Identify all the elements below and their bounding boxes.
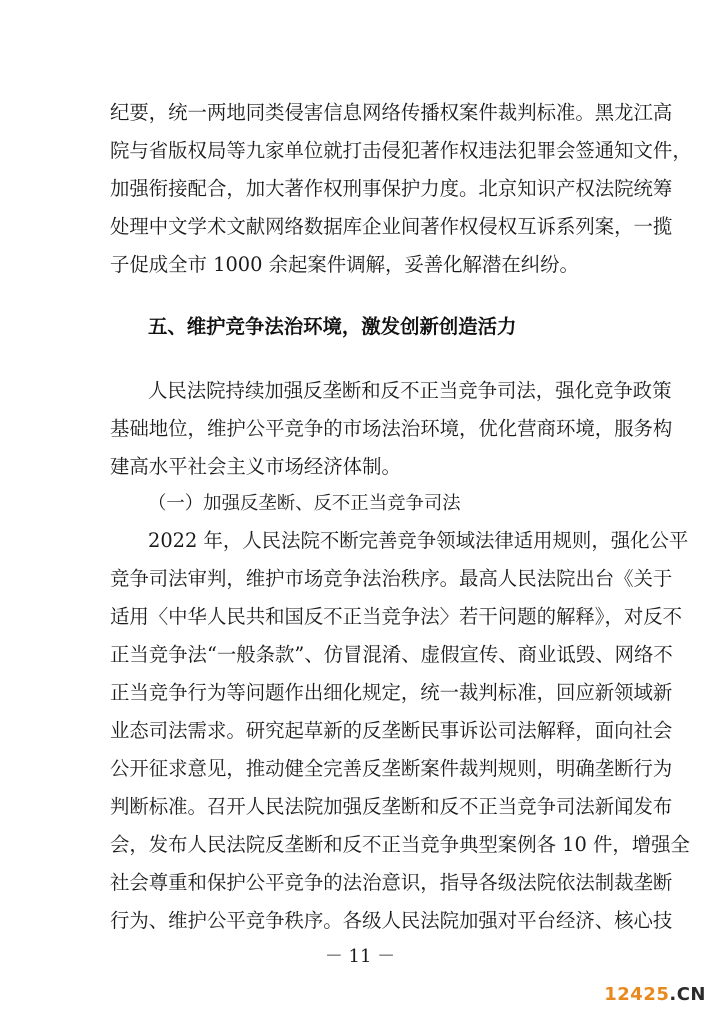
paragraph-line: 公开征求意见，推动健全完善反垄断案件裁判规则，明确垄断行为: [110, 757, 673, 780]
paragraph-line: 正当竞争行为等问题作出细化规定，统一裁判标准，回应新领域新: [110, 681, 673, 704]
paragraph-line: 行为、维护公平竞争秩序。各级人民法院加强对平台经济、核心技: [110, 909, 673, 932]
paragraph-line: 子促成全市 1000 余起案件调解，妥善化解潜在纠纷。: [110, 253, 579, 276]
paragraph-line: 人民法院持续加强反垄断和反不正当竞争司法，强化竞争政策: [148, 379, 672, 402]
page-number: － 11 －: [324, 946, 396, 967]
watermark-domain: .CN: [669, 984, 706, 1005]
paragraph-line: 加强衔接配合，加大著作权刑事保护力度。北京知识产权法院统筹: [110, 177, 673, 200]
site-watermark: [604, 984, 706, 1006]
paragraph-line: 适用〈中华人民共和国反不正当竞争法〉若干问题的解释》，对反不: [110, 605, 683, 628]
paragraph-line: 建高水平社会主义市场经济体制。: [110, 455, 401, 478]
paragraph-line: 社会尊重和保护公平竞争的法治意识，指导各级法院依法制裁垄断: [110, 871, 673, 894]
paragraph-line: 处理中文学术文献网络数据库企业间著作权侵权互诉系列案，一揽: [110, 215, 673, 238]
paragraph-line: 2022 年，人民法院不断完善竞争领域法律适用规则，强化公平: [148, 529, 689, 552]
paragraph-line: 基础地位，维护公平竞争的市场法治环境，优化营商环境，服务构: [110, 417, 673, 440]
paragraph-line: 正当竞争法“一般条款”、仿冒混淆、虚假宣传、商业诋毁、网络不: [110, 643, 673, 666]
paragraph-line: 院与省版权局等九家单位就打击侵犯著作权违法犯罪会签通知文件，: [110, 139, 692, 162]
paragraph-line: 判断标准。召开人民法院加强反垄断和反不正当竞争司法新闻发布: [110, 795, 673, 818]
paragraph-line: 会，发布人民法院反垄断和反不正当竞争典型案例各 10 件，增强全: [110, 833, 690, 856]
watermark-number: 12425: [604, 984, 670, 1005]
subsection-heading: （一）加强反垄断、反不正当竞争司法: [148, 493, 461, 514]
paragraph-line: 纪要，统一两地同类侵害信息网络传播权案件裁判标准。黑龙江高: [110, 101, 673, 124]
paragraph-line: 业态司法需求。研究起草新的反垄断民事诉讼司法解释，面向社会: [110, 719, 673, 742]
paragraph-line: 竞争司法审判，维护市场竞争法治秩序。最高人民法院出台《关于: [110, 567, 673, 590]
section-heading: 五、维护竞争法治环境，激发创新创造活力: [148, 315, 517, 338]
